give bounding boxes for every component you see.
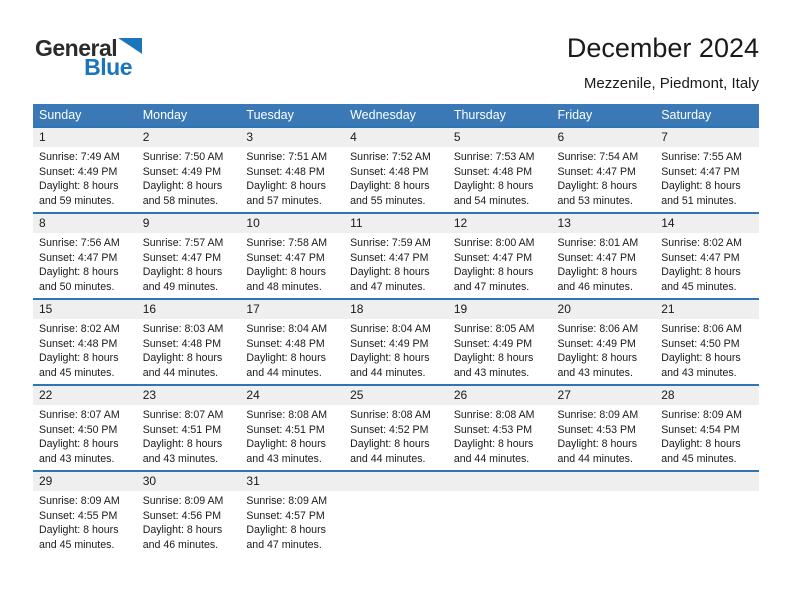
- daylight-text: Daylight: 8 hours and 57 minutes.: [246, 180, 326, 207]
- daylight-text: Daylight: 8 hours and 45 minutes.: [39, 524, 119, 551]
- day-number: 27: [552, 386, 656, 405]
- sunset-text: Sunset: 4:48 PM: [39, 337, 118, 350]
- daylight-text: Daylight: 8 hours and 44 minutes.: [246, 352, 326, 379]
- day-cell: [448, 127, 552, 213]
- day-details: [448, 233, 552, 294]
- sunrise-text: Sunrise: 8:09 AM: [557, 409, 639, 421]
- logo-text-blue: Blue: [84, 54, 132, 80]
- day-cell: [552, 127, 656, 213]
- day-details: [33, 147, 137, 208]
- day-number: 28: [655, 386, 759, 405]
- week-row: [33, 213, 759, 299]
- sunset-text: Sunset: 4:51 PM: [142, 423, 222, 436]
- day-number: [655, 472, 759, 491]
- day-cell: [448, 299, 552, 385]
- sunset-text: Sunset: 4:52 PM: [350, 423, 429, 436]
- day-details: [240, 147, 344, 208]
- daylight-text: Daylight: 8 hours and 43 minutes.: [39, 438, 119, 465]
- day-details: [240, 405, 344, 466]
- sunset-text: Sunset: 4:47 PM: [350, 251, 429, 264]
- sunrise-text: Sunrise: 8:07 AM: [142, 409, 224, 421]
- day-cell: [33, 299, 137, 385]
- day-number: 3: [240, 128, 344, 147]
- day-details: [33, 491, 137, 552]
- sunrise-text: Sunrise: 8:09 AM: [142, 495, 224, 507]
- day-details: [240, 491, 344, 552]
- day-cell: [655, 213, 759, 299]
- day-details: [344, 147, 448, 208]
- day-number: 4: [344, 128, 448, 147]
- day-cell: [344, 385, 448, 471]
- day-details: [33, 319, 137, 380]
- day-number: 13: [552, 214, 656, 233]
- sunset-text: Sunset: 4:56 PM: [142, 509, 222, 522]
- sunset-text: Sunset: 4:49 PM: [39, 165, 118, 178]
- day-number: 12: [448, 214, 552, 233]
- day-cell: [33, 471, 137, 557]
- day-number: 11: [344, 214, 448, 233]
- day-cell: [344, 213, 448, 299]
- sunset-text: Sunset: 4:57 PM: [246, 509, 325, 522]
- sunrise-text: Sunrise: 8:04 AM: [350, 323, 431, 335]
- sunrise-text: Sunrise: 7:55 AM: [661, 151, 742, 163]
- sunset-text: Sunset: 4:48 PM: [246, 337, 325, 350]
- sunset-text: Sunset: 4:47 PM: [453, 251, 533, 264]
- day-cell: [33, 385, 137, 471]
- day-cell: [137, 299, 241, 385]
- sunrise-text: Sunrise: 8:05 AM: [453, 323, 535, 335]
- day-number: 5: [448, 128, 552, 147]
- sunset-text: Sunset: 4:55 PM: [39, 509, 118, 522]
- daylight-text: Daylight: 8 hours and 45 minutes.: [661, 266, 741, 293]
- sunrise-text: Sunrise: 8:02 AM: [661, 237, 742, 249]
- daylight-text: Daylight: 8 hours and 58 minutes.: [142, 180, 223, 207]
- sunset-text: Sunset: 4:47 PM: [246, 251, 325, 264]
- day-number: [448, 472, 552, 491]
- sunset-text: Sunset: 4:53 PM: [453, 423, 533, 436]
- day-cell: [33, 213, 137, 299]
- sunrise-text: Sunrise: 7:54 AM: [557, 151, 639, 163]
- day-details: [137, 405, 241, 466]
- daylight-text: Daylight: 8 hours and 51 minutes.: [661, 180, 741, 207]
- sunrise-text: Sunrise: 8:06 AM: [557, 323, 639, 335]
- daylight-text: Daylight: 8 hours and 49 minutes.: [142, 266, 223, 293]
- calendar-body: [33, 127, 759, 557]
- day-cell: [240, 385, 344, 471]
- day-number: 26: [448, 386, 552, 405]
- day-cell: [240, 213, 344, 299]
- sunset-text: Sunset: 4:47 PM: [661, 251, 740, 264]
- daylight-text: Daylight: 8 hours and 47 minutes.: [453, 266, 534, 293]
- day-details: [33, 405, 137, 466]
- sunrise-text: Sunrise: 7:52 AM: [350, 151, 431, 163]
- day-number: 22: [33, 386, 137, 405]
- title-block: [567, 33, 759, 92]
- day-number: 23: [137, 386, 241, 405]
- sunset-text: Sunset: 4:54 PM: [661, 423, 740, 436]
- weekday-header-sunday: Sunday: [33, 104, 137, 127]
- day-details: [655, 233, 759, 294]
- daylight-text: Daylight: 8 hours and 43 minutes.: [142, 438, 223, 465]
- page-header: [33, 0, 759, 104]
- empty-day-cell: [552, 471, 656, 557]
- week-row: [33, 127, 759, 213]
- sunset-text: Sunset: 4:47 PM: [142, 251, 222, 264]
- week-row: [33, 471, 759, 557]
- day-number: 20: [552, 300, 656, 319]
- sunset-text: Sunset: 4:48 PM: [142, 337, 222, 350]
- empty-day-cell: [448, 471, 552, 557]
- day-number: 25: [344, 386, 448, 405]
- day-cell: [137, 213, 241, 299]
- sunset-text: Sunset: 4:47 PM: [557, 165, 636, 178]
- day-details: [448, 147, 552, 208]
- sunset-text: Sunset: 4:48 PM: [350, 165, 429, 178]
- day-cell: [655, 385, 759, 471]
- daylight-text: Daylight: 8 hours and 46 minutes.: [557, 266, 638, 293]
- day-number: 2: [137, 128, 241, 147]
- day-cell: [240, 299, 344, 385]
- weekday-header-row: [33, 104, 759, 127]
- daylight-text: Daylight: 8 hours and 45 minutes.: [39, 352, 119, 379]
- day-cell: [552, 385, 656, 471]
- daylight-text: Daylight: 8 hours and 44 minutes.: [557, 438, 638, 465]
- day-details: [655, 147, 759, 208]
- daylight-text: Daylight: 8 hours and 44 minutes.: [350, 352, 430, 379]
- day-number: 30: [137, 472, 241, 491]
- week-row: [33, 299, 759, 385]
- page-subtitle: Mezzenile, Piedmont, Italy: [583, 75, 759, 92]
- day-number: [344, 472, 448, 491]
- day-number: 29: [33, 472, 137, 491]
- daylight-text: Daylight: 8 hours and 47 minutes.: [350, 266, 430, 293]
- day-details: [33, 233, 137, 294]
- day-number: 15: [33, 300, 137, 319]
- day-details: [655, 405, 759, 466]
- day-number: 17: [240, 300, 344, 319]
- empty-day-cell: [655, 471, 759, 557]
- sunrise-text: Sunrise: 7:49 AM: [39, 151, 120, 163]
- sunset-text: Sunset: 4:51 PM: [246, 423, 325, 436]
- day-details: [552, 405, 656, 466]
- logo-text-general: General: [35, 35, 118, 61]
- weekday-header-saturday: Saturday: [655, 104, 759, 127]
- sunrise-text: Sunrise: 8:09 AM: [39, 495, 120, 507]
- sunrise-text: Sunrise: 8:09 AM: [246, 495, 328, 507]
- day-cell: [137, 385, 241, 471]
- general-blue-logo: [35, 37, 145, 79]
- day-cell: [33, 127, 137, 213]
- sunset-text: Sunset: 4:49 PM: [557, 337, 636, 350]
- sunrise-text: Sunrise: 8:06 AM: [661, 323, 742, 335]
- empty-day-cell: [344, 471, 448, 557]
- day-details: [137, 491, 241, 552]
- day-cell: [240, 471, 344, 557]
- sunset-text: Sunset: 4:49 PM: [142, 165, 222, 178]
- sunset-text: Sunset: 4:49 PM: [453, 337, 533, 350]
- week-row: [33, 385, 759, 471]
- sunset-text: Sunset: 4:47 PM: [557, 251, 636, 264]
- day-details: [448, 319, 552, 380]
- sunrise-text: Sunrise: 7:51 AM: [246, 151, 328, 163]
- day-cell: [552, 299, 656, 385]
- day-number: 24: [240, 386, 344, 405]
- sunset-text: Sunset: 4:48 PM: [453, 165, 533, 178]
- day-cell: [655, 299, 759, 385]
- sunrise-text: Sunrise: 7:57 AM: [142, 237, 224, 249]
- day-cell: [344, 127, 448, 213]
- day-number: 6: [552, 128, 656, 147]
- sunrise-text: Sunrise: 8:08 AM: [453, 409, 535, 421]
- weekday-header-tuesday: Tuesday: [240, 104, 344, 127]
- day-number: 10: [240, 214, 344, 233]
- daylight-text: Daylight: 8 hours and 53 minutes.: [557, 180, 638, 207]
- day-details: [240, 319, 344, 380]
- sunrise-text: Sunrise: 7:56 AM: [39, 237, 120, 249]
- day-details: [137, 233, 241, 294]
- day-number: 14: [655, 214, 759, 233]
- day-cell: [137, 127, 241, 213]
- day-cell: [240, 127, 344, 213]
- sunrise-text: Sunrise: 8:00 AM: [453, 237, 535, 249]
- day-details: [552, 319, 656, 380]
- sunrise-text: Sunrise: 7:58 AM: [246, 237, 328, 249]
- daylight-text: Daylight: 8 hours and 50 minutes.: [39, 266, 119, 293]
- day-number: 21: [655, 300, 759, 319]
- calendar-table: [33, 104, 759, 557]
- day-details: [448, 405, 552, 466]
- day-number: 9: [137, 214, 241, 233]
- sunrise-text: Sunrise: 7:53 AM: [453, 151, 535, 163]
- daylight-text: Daylight: 8 hours and 48 minutes.: [246, 266, 326, 293]
- weekday-header-friday: Friday: [552, 104, 656, 127]
- day-cell: [448, 385, 552, 471]
- sunrise-text: Sunrise: 8:08 AM: [350, 409, 431, 421]
- sunset-text: Sunset: 4:49 PM: [350, 337, 429, 350]
- logo-triangle-icon: [118, 38, 142, 54]
- day-cell: [344, 299, 448, 385]
- weekday-header-monday: Monday: [137, 104, 241, 127]
- day-number: 31: [240, 472, 344, 491]
- calendar-header: [33, 104, 759, 127]
- daylight-text: Daylight: 8 hours and 43 minutes.: [557, 352, 638, 379]
- day-number: 19: [448, 300, 552, 319]
- sunrise-text: Sunrise: 7:59 AM: [350, 237, 431, 249]
- weekday-header-wednesday: Wednesday: [344, 104, 448, 127]
- sunset-text: Sunset: 4:53 PM: [557, 423, 636, 436]
- sunset-text: Sunset: 4:50 PM: [39, 423, 118, 436]
- sunrise-text: Sunrise: 8:07 AM: [39, 409, 120, 421]
- daylight-text: Daylight: 8 hours and 59 minutes.: [39, 180, 119, 207]
- daylight-text: Daylight: 8 hours and 43 minutes.: [246, 438, 326, 465]
- day-number: 16: [137, 300, 241, 319]
- sunset-text: Sunset: 4:48 PM: [246, 165, 325, 178]
- daylight-text: Daylight: 8 hours and 44 minutes.: [453, 438, 534, 465]
- day-details: [137, 147, 241, 208]
- daylight-text: Daylight: 8 hours and 45 minutes.: [661, 438, 741, 465]
- day-details: [240, 233, 344, 294]
- day-cell: [655, 127, 759, 213]
- daylight-text: Daylight: 8 hours and 55 minutes.: [350, 180, 430, 207]
- daylight-text: Daylight: 8 hours and 47 minutes.: [246, 524, 326, 551]
- day-details: [655, 319, 759, 380]
- day-cell: [552, 213, 656, 299]
- sunrise-text: Sunrise: 8:04 AM: [246, 323, 328, 335]
- day-cell: [448, 213, 552, 299]
- day-details: [552, 147, 656, 208]
- sunrise-text: Sunrise: 8:09 AM: [661, 409, 742, 421]
- day-details: [344, 233, 448, 294]
- sunrise-text: Sunrise: 8:02 AM: [39, 323, 120, 335]
- sunset-text: Sunset: 4:47 PM: [39, 251, 118, 264]
- day-number: 1: [33, 128, 137, 147]
- daylight-text: Daylight: 8 hours and 43 minutes.: [453, 352, 534, 379]
- day-cell: [137, 471, 241, 557]
- daylight-text: Daylight: 8 hours and 44 minutes.: [350, 438, 430, 465]
- daylight-text: Daylight: 8 hours and 43 minutes.: [661, 352, 741, 379]
- day-details: [552, 233, 656, 294]
- daylight-text: Daylight: 8 hours and 46 minutes.: [142, 524, 223, 551]
- day-number: [552, 472, 656, 491]
- sunrise-text: Sunrise: 8:03 AM: [142, 323, 224, 335]
- daylight-text: Daylight: 8 hours and 44 minutes.: [142, 352, 223, 379]
- sunrise-text: Sunrise: 8:01 AM: [557, 237, 639, 249]
- day-number: 8: [33, 214, 137, 233]
- day-number: 7: [655, 128, 759, 147]
- day-details: [344, 405, 448, 466]
- day-details: [137, 319, 241, 380]
- sunset-text: Sunset: 4:50 PM: [661, 337, 740, 350]
- sunrise-text: Sunrise: 7:50 AM: [142, 151, 224, 163]
- sunrise-text: Sunrise: 8:08 AM: [246, 409, 328, 421]
- daylight-text: Daylight: 8 hours and 54 minutes.: [453, 180, 534, 207]
- sunset-text: Sunset: 4:47 PM: [661, 165, 740, 178]
- page-title: December 2024: [566, 33, 759, 63]
- day-number: 18: [344, 300, 448, 319]
- day-details: [344, 319, 448, 380]
- weekday-header-thursday: Thursday: [448, 104, 552, 127]
